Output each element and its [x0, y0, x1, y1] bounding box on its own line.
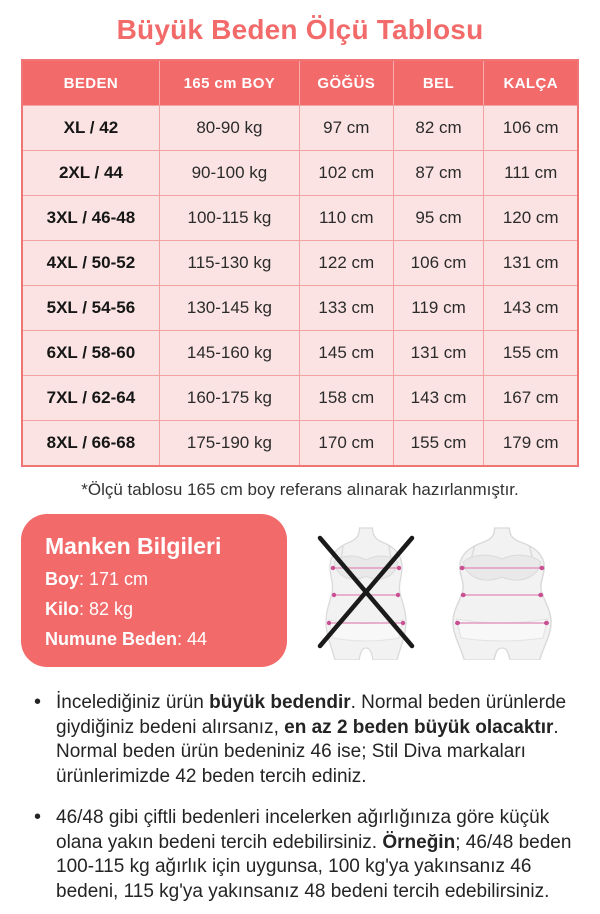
size-cell: 3XL / 46-48 [23, 195, 160, 240]
waist-cell: 106 cm [394, 240, 485, 285]
size-cell: 4XL / 50-52 [23, 240, 160, 285]
weight-cell: 145-160 kg [160, 330, 300, 375]
column-header-waist: BEL [394, 61, 485, 105]
body-figures [287, 514, 586, 660]
bullet-marker: • [34, 806, 42, 828]
sizing-note-item [32, 691, 574, 789]
model-info-title: Manken Bilgileri [45, 533, 222, 559]
size-cell: XL / 42 [23, 105, 160, 150]
note-text-segment-bold: Örneğin [382, 831, 456, 853]
table-row [23, 285, 577, 330]
model-sample-size-value: : 44 [177, 629, 208, 649]
measured-body-silhouette [445, 526, 559, 660]
waist-cell: 155 cm [394, 420, 485, 465]
hip-cell: 106 cm [484, 105, 577, 150]
hip-cell: 143 cm [484, 285, 577, 330]
waist-cell: 119 cm [394, 285, 485, 330]
bust-cell: 102 cm [300, 150, 394, 195]
hip-cell: 179 cm [484, 420, 577, 465]
bust-cell: 110 cm [300, 195, 394, 240]
weight-cell: 90-100 kg [160, 150, 300, 195]
waist-cell: 82 cm [394, 105, 485, 150]
model-weight-line [45, 599, 263, 620]
bust-cell: 145 cm [300, 330, 394, 375]
note-text-segment: . Normal beden ürün bedeniniz 46 ise; Stil Diva markaları ürünlerimizde 42 beden tercih ediniz. [56, 716, 559, 787]
size-guide-page [0, 14, 600, 914]
model-weight-label: Kilo [45, 599, 79, 619]
size-cell: 6XL / 58-60 [23, 330, 160, 375]
size-table [21, 59, 579, 467]
table-row [23, 375, 577, 420]
hip-cell: 111 cm [484, 150, 577, 195]
waist-cell: 131 cm [394, 330, 485, 375]
model-weight-value: : 82 kg [79, 599, 134, 619]
bust-cell: 133 cm [300, 285, 394, 330]
size-table-body [23, 105, 577, 465]
model-height-label: Boy [45, 569, 80, 589]
table-row [23, 105, 577, 150]
plus-body-silhouette-icon [445, 526, 559, 660]
table-row [23, 195, 577, 240]
table-row [23, 150, 577, 195]
bust-cell: 158 cm [300, 375, 394, 420]
size-cell: 8XL / 66-68 [23, 420, 160, 465]
note-text-segment: 46/48 gibi çiftli bedenleri incelerken ağırlığınıza göre küçük olana yakın bedeni tercih edebilirsiniz. [56, 807, 550, 853]
page-title: Büyük Beden Ölçü Tablosu [116, 14, 484, 45]
bullet-marker: • [34, 691, 42, 713]
column-header-bust: GÖĞÜS [300, 61, 394, 105]
weight-cell: 130-145 kg [160, 285, 300, 330]
model-sample-size-label: Numune Beden [45, 629, 178, 649]
header-row [23, 61, 577, 105]
sizing-notes-list [32, 691, 574, 904]
note-text-segment: İncelediğiniz ürün [56, 692, 210, 713]
model-sample-size-line [45, 629, 263, 650]
slim-body-silhouette-icon [314, 526, 418, 660]
model-height-line [45, 569, 263, 590]
hip-cell: 131 cm [484, 240, 577, 285]
weight-cell: 160-175 kg [160, 375, 300, 420]
size-cell: 2XL / 44 [23, 150, 160, 195]
model-info-card [21, 514, 287, 667]
note-text-segment: ; 46/48 beden 100-115 kg ağırlık için uygunsa, 100 kg'ya yakınsanız 46 bedeni, 115 kg'ya yakınsanız 48 bedeni tercih edebilirsiniz. [56, 831, 572, 902]
note-text-segment-bold: en az 2 beden büyük olacaktır [284, 716, 554, 738]
column-header-size: BEDEN [23, 61, 160, 105]
bust-cell: 97 cm [300, 105, 394, 150]
model-info-section [0, 514, 600, 667]
table-row [23, 330, 577, 375]
weight-cell: 100-115 kg [160, 195, 300, 240]
weight-cell: 115-130 kg [160, 240, 300, 285]
waist-cell: 95 cm [394, 195, 485, 240]
crossed-body-silhouette [314, 526, 418, 660]
note-text-segment-bold: büyük bedendir [209, 692, 351, 713]
weight-cell: 175-190 kg [160, 420, 300, 465]
table-row [23, 420, 577, 465]
table-footnote: *Ölçü tablosu 165 cm boy referans alınarak hazırlanmıştır. [81, 480, 519, 499]
sizing-note-item [32, 806, 574, 904]
column-header-hip: KALÇA [484, 61, 577, 105]
column-header-weight: 165 cm BOY [160, 61, 300, 105]
size-cell: 7XL / 62-64 [23, 375, 160, 420]
hip-cell: 167 cm [484, 375, 577, 420]
size-cell: 5XL / 54-56 [23, 285, 160, 330]
hip-cell: 155 cm [484, 330, 577, 375]
bust-cell: 122 cm [300, 240, 394, 285]
table-row [23, 240, 577, 285]
model-height-value: : 171 cm [79, 569, 149, 589]
note-text-segment: . Normal beden ürünlerde giydiğiniz bedeni alırsanız, [56, 692, 567, 738]
bust-cell: 170 cm [300, 420, 394, 465]
size-table-header [23, 61, 577, 105]
waist-cell: 143 cm [394, 375, 485, 420]
hip-cell: 120 cm [484, 195, 577, 240]
waist-cell: 87 cm [394, 150, 485, 195]
weight-cell: 80-90 kg [160, 105, 300, 150]
